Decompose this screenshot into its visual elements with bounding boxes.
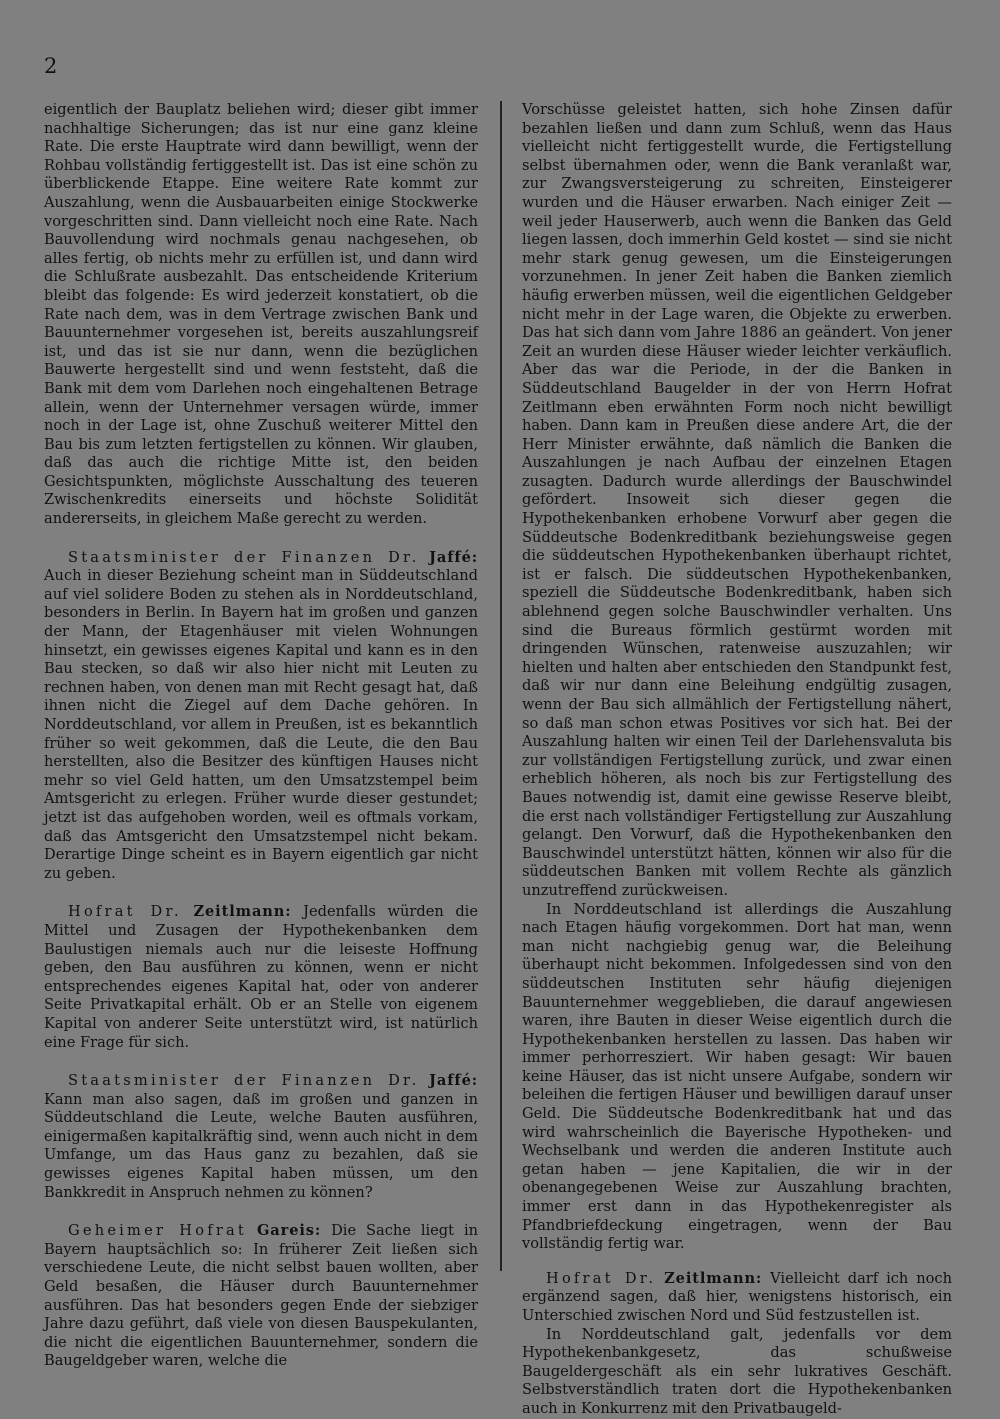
- speech-zeitlmann-1: [44, 903, 478, 1052]
- speech-jaffe-1: [44, 549, 478, 884]
- speech-text: Auch in dieser Beziehung scheint man in Süddeutschland auf viel solidere Boden zu stehen als in Norddeutschland, besonders in Berlin. In Bayern hat im großen und ganzen der Mann, der Etagenhäuser mit vielen Wohnungen hinsetzt, ein gewisses eigenes Kapital und kann es in den Bau stecken, so daß wir also hier nicht mit Leuten zu rechnen haben, von denen man mit Recht gesagt hat, daß ihnen nicht die Ziegel auf dem Dache gehören. In Norddeutschland, vor allem in Preußen, ist es bekanntlich früher so weit gekommen, daß die Leute, die den Bau herstellten, also die Besitzer des künftigen Hauses nicht mehr so viel Geld hatten, um den Umsatzstempel beim Amtsgericht zu erlegen. Früher wurde dieser gestundet; jetzt ist das aufgehoben worden, weil es oftmals vorkam, daß das Amtsgericht den Umsatzstempel nicht bekam. Derartige Dinge scheint es in Bayern eigentlich gar nicht zu geben.: [44, 567, 478, 882]
- speech-text: Kann man also sagen, daß im großen und ganzen in Süddeutschland die Leute, welche Bauten ausführen, einigermaßen kapitalkräftig sind, wenn auch nicht in dem Umfange, um das Haus ganz zu bezahlen, daß sie gewisses eigenes Kapital haben müssen, um den Bankkredit in Anspruch nehmen zu können?: [44, 1090, 478, 1201]
- speech-text: Vielleicht darf ich noch ergänzend sagen, daß hier, wenigstens historisch, ein Unterschied zwischen Nord und Süd festzustellen ist.: [522, 1269, 953, 1324]
- paragraph: In Norddeutschland ist allerdings die Auszahlung nach Etagen häufig vorgekommen. Dort hat man, wenn man nicht nachgiebig genug war, die Beleihung überhaupt nicht bekommen. Infolgedessen sind von den süddeutschen Instituten sehr häufig diejenigen Bauunternehmer weggeblieben, die darauf angewiesen waren, ihre Bauten in dieser Weise eigentlich durch die Hypothekenbanken herstellen zu lassen. Das haben wir immer perhorresziert. Wir haben gesagt: Wir bauen keine Häuser, das ist nicht unsere Aufgabe, sondern wir beleihen die fertigen Häuser und bewilligen darauf unser Geld. Die Süddeutsche Bodenkreditbank hat und das wird wahrscheinlich die Bayerische Hypotheken- und Wechselbank und werden die anderen Institute auch getan haben — jene Kapitalien, die wir in der obenangegebenen Weise zur Auszahlung brachten, immer erst dann in das Hypothekenregister als Pfandbriefdeckung eingetragen, wenn der Bau vollständig fertig war.: [522, 900, 952, 1253]
- speech-text: Die Sache liegt in Bayern hauptsächlich so: In früherer Zeit ließen sich verschiedene Leute, die nicht selbst bauen wollten, aber Geld besaßen, die Häuser durch Bauunternehmer ausführen. Das hat besonders gegen Ende der siebziger Jahre dazu geführt, daß viele von diesen Bauspekulanten, die nicht die eigentlichen Bauunternehmer, sondern die Baugeldgeber waren, welche die: [44, 1222, 479, 1370]
- paragraph: In Norddeutschland galt, jedenfalls vor dem Hypothekenbankgesetz, das schußweise Baugeldergeschäft als ein sehr lukratives Geschäft. Selbstverständlich traten dort die Hypothekenbanken auch in Konkurrenz mit den Privatbaugeld-: [522, 1325, 952, 1417]
- speech-zeitlmann-2: [522, 1270, 952, 1326]
- column-divider: [500, 101, 502, 1271]
- speaker-name: Jaffé:: [429, 548, 479, 566]
- speech-gareis: [44, 1222, 478, 1371]
- right-column: [522, 101, 952, 1419]
- speaker-name: Jaffé:: [429, 1072, 479, 1090]
- speaker-title: Staatsminister der Finanzen Dr.: [68, 1072, 420, 1090]
- page-number: 2: [44, 54, 58, 78]
- paragraph: Vorschüsse geleistet hatten, sich hohe Zinsen dafür bezahlen ließen und dann zum Schluß, wenn das Haus vielleicht nicht fertiggestellt wurde, die Fertigstellung selbst übernahmen oder, wenn die Bank veranlaßt war, zur Zwangsversteigerung zu schreiten, Einsteigerer wurden und die Häuser erwarben. Nach einiger Zeit — weil jeder Hauserwerb, auch wenn die Banken das Geld liegen lassen, doch immerhin Geld kostet — sind sie nicht mehr stark genug gewesen, um die Einsteigerungen vorzunehmen. In jener Zeit haben die Banken ziemlich häufig erwerben müssen, weil die eigentlichen Geldgeber nicht mehr in der Lage waren, die Objekte zu erwerben. Das hat sich dann vom Jahre 1886 an geändert. Von jener Zeit an wurden diese Häuser wieder leichter verkäuflich. Aber das war die Periode, in der die Banken in Süddeutschland Baugelder in der von Herrn Hofrat Zeitlmann eben erwähnten Form noch nicht bewilligt haben. Dann kam in Preußen diese andere Art, die der Herr Minister erwähnte, daß nämlich die Banken die Auszahlungen je nach Aufbau der einzelnen Etagen zusagten. Dadurch wurde allerdings der Bauschwindel gefördert. Insoweit sich dieser gegen die Hypothekenbanken erhobene Vorwurf aber gegen die Süddeutsche Bodenkreditbank beziehungsweise gegen die süddeutschen Hypothekenbanken überhaupt richtet, ist er falsch. Die süddeutschen Hypothekenbanken, speziell die Süddeutsche Bodenkreditbank, haben sich ablehnend gegen solche Bauschwindler verhalten. Uns sind die Bureaus förmlich gestürmt worden mit dringenden Wünschen, ratenweise auszuzahlen; wir hielten und halten aber entschieden den Standpunkt fest, daß wir nur dann eine Beleihung endgültig zusagen, wenn der Bau sich allmählich der Fertigstellung nähert, so daß man schon etwas Positives vor sich hat. Bei der Auszahlung halten wir einen Teil der Darlehensvaluta bis zur vollständigen Fertigstellung zurück, und zwar einen erheblich höheren, als noch bis zur Fertigstellung des Baues notwendig ist, damit eine gewisse Reserve bleibt, die erst nach vollständiger Fertigstellung zur Auszahlung gelangt. Den Vorwurf, daß die Hypothekenbanken den Bauschwindel unterstützt hätten, können wir also für die süddeutschen Banken mit vollem Rechte als gänzlich unzutreffend zurückweisen.: [522, 101, 952, 899]
- left-column: [44, 101, 478, 1371]
- speech-jaffe-2: [44, 1072, 478, 1202]
- speech-text: Jedenfalls würden die Mittel und Zusagen der Hypothekenbanken dem Baulustigen niemals auch nur die leiseste Hoffnung geben, den Bau ausführen zu können, wenn er nicht entsprechendes eigenes Kapital hat, oder von anderer Seite Privatkapital erhält. Ob er an Stelle von eigenem Kapital von anderer Seite unterstützt wird, ist natürlich eine Frage für sich.: [44, 903, 478, 1051]
- paragraph: eigentlich der Bauplatz beliehen wird; dieser gibt immer nachhaltige Sicherungen; das ist nur eine ganz kleine Rate. Die erste Hauptrate wird dann bewilligt, wenn der Rohbau vollständig fertiggestellt ist. Das ist eine schön zu überblickende Etappe. Eine weitere Rate kommt zur Auszahlung, wenn die Ausbauarbeiten einige Stockwerke vorgeschritten sind. Dann vielleicht noch eine Rate. Nach Bauvollendung wird nochmals genau nachgesehen, ob alles fertig, ob nichts mehr zu erfüllen ist, und dann wird die Schlußrate ausbezahlt. Das entscheidende Kriterium bleibt das folgende: Es wird jederzeit konstatiert, ob die Rate nach dem, was in dem Vertrage zwischen Bank und Bauunternehmer vorgesehen ist, bereits auszahlungsreif ist, und das ist sie nur dann, wenn die bezüglichen Bauwerte hergestellt sind und wenn feststeht, daß die Bank mit dem vom Darlehen noch eingehaltenen Betrage allein, wenn der Unternehmer versagen würde, immer noch in der Lage ist, ohne Zuschuß weiterer Mittel den Bau bis zum letzten fertigstellen zu können. Wir glauben, daß das auch die richtige Mitte ist, den beiden Gesichtspunkten, möglichste Ausschaltung des teueren Zwischenkredits einerseits und höchste Solidität andererseits, in gleichem Maße gerecht zu werden.: [44, 101, 478, 528]
- speaker-title: Geheimer Hofrat: [68, 1222, 248, 1240]
- speaker-title: Hofrat Dr.: [546, 1269, 657, 1287]
- speaker-title: Staatsminister der Finanzen Dr.: [68, 548, 420, 566]
- speaker-name: Zeitlmann:: [664, 1269, 763, 1287]
- speaker-name: Gareis:: [256, 1222, 322, 1240]
- speaker-title: Hofrat Dr.: [68, 903, 182, 921]
- speaker-name: Zeitlmann:: [193, 903, 292, 921]
